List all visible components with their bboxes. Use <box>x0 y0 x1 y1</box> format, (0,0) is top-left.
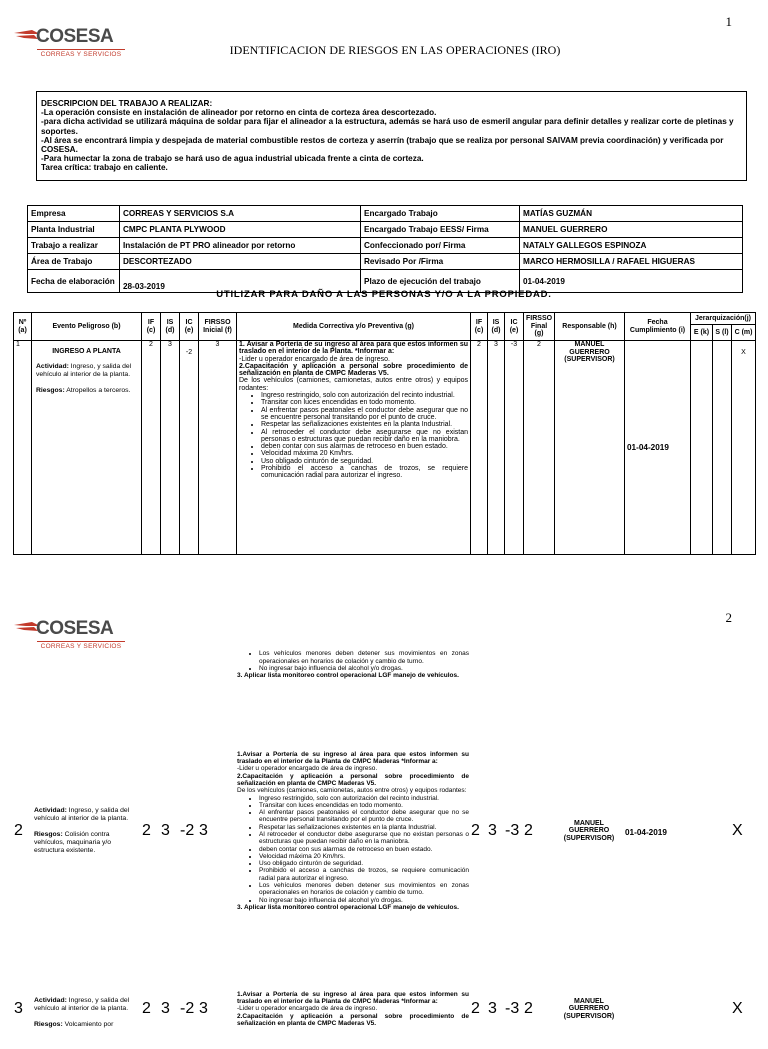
fecha-elaboracion-label: Fecha de elaboración <box>28 270 120 293</box>
actividad-text <box>34 997 140 1013</box>
logo-tagline: CORREAS Y SERVICIOS <box>37 49 125 58</box>
work-description <box>36 91 747 181</box>
responsable-cell <box>554 969 624 1049</box>
ic-final-value: -3 <box>505 341 524 555</box>
list-item: • Al retroceder el conductor debe asegurarse que no existan personas o estructuras que puedan recibir daño en la maniobra. <box>259 831 469 846</box>
riesgos-label: Riesgos: <box>36 387 65 394</box>
is-final-value: 3 <box>488 341 505 555</box>
responsable-cont <box>554 637 624 693</box>
fecha-cell <box>624 693 690 969</box>
riesgos-label: Riesgos: <box>34 831 63 838</box>
medida-list <box>239 392 468 480</box>
list-item: • No ingresar bajo influencia del alcohol y/o drogas. <box>259 665 469 672</box>
list-item: • Al enfrentar pasos peatonales el conductor debe asegurar que no se encuentre personal transitando por el punto de cruce. <box>259 809 469 824</box>
evento-title: INGRESO A PLANTA <box>52 348 121 355</box>
page-number: 1 <box>725 14 732 29</box>
is-cont <box>160 637 179 693</box>
document-title: IDENTIFICACION DE RIESGOS EN LAS OPERACIONES (IRO) <box>229 43 561 57</box>
list-item: • Transitar con luces encendidas en todo momento. <box>259 802 469 809</box>
description-line: DESCRIPCION DEL TRABAJO A REALIZAR: <box>41 99 213 108</box>
firsso-final-cont <box>523 637 554 693</box>
riesgos-value: Volcamiento por <box>62 1021 114 1028</box>
s-value <box>713 341 732 555</box>
empresa-label: Empresa <box>28 206 120 222</box>
s-value <box>712 693 731 969</box>
list-item: • deben contar con sus alarmas de retroceso en buen estado. <box>261 443 468 450</box>
actividad-label: Actividad: <box>34 997 67 1004</box>
c-value: X <box>732 341 756 555</box>
medida-monitoreo: 3. Aplicar lista monitoreo control operacional LGF manejo de vehículos. <box>237 672 459 680</box>
encargado-label: Encargado Trabajo <box>361 206 520 222</box>
list-item: • Ingreso restringido, solo con autorización del recinto industrial. <box>261 392 468 399</box>
medida-cell <box>237 341 471 555</box>
area-value: DESCORTEZADO <box>120 254 361 270</box>
medida-lider: -Lider u operador encargado de área de ingreso. <box>239 355 390 363</box>
responsable-value: MANUEL GUERRERO (SUPERVISOR) <box>563 997 615 1020</box>
c-value: X <box>732 1000 743 1017</box>
medida-vehiculos: De los vehículos (camiones, camionetas, autos entre otros) y equipos rodantes: <box>237 787 467 795</box>
responsable-value: MANUEL GUERRERO (SUPERVISOR) <box>564 341 615 364</box>
list-item: • Velocidad máxima 20 Km/hrs. <box>259 853 469 860</box>
medida-vehiculos: De los vehículos (camiones, camionetas, autos entre otros) y equipos rodantes: <box>239 377 468 392</box>
row-number: 3 <box>14 1000 23 1017</box>
risk-table <box>13 312 756 555</box>
if-cont <box>141 637 160 693</box>
if-value: 2 <box>142 341 161 555</box>
fecha-value: 01-04-2019 <box>627 443 669 452</box>
evento-cell <box>32 341 142 555</box>
cosesa-logo <box>14 620 126 654</box>
col-ic-final: IC (e) <box>505 313 524 341</box>
logo-name: COSESA <box>36 618 114 639</box>
col-if: IF (c) <box>142 313 161 341</box>
medida-avisar: 1. Avisar a Portería de su ingreso al área para que estos informen su traslado en el interior de la Planta. *Informar a: <box>239 341 468 356</box>
riesgos-text <box>36 387 139 395</box>
responsable-cell <box>554 693 624 969</box>
firsso-final-value: 2 <box>524 1000 533 1017</box>
medida-cell <box>236 969 470 1049</box>
is-value: 3 <box>161 1000 170 1017</box>
medida-list <box>237 650 469 672</box>
c-cont <box>731 637 755 693</box>
work-info-table <box>27 205 743 293</box>
list-item: • Transitar con luces encendidas en todo momento. <box>261 399 468 406</box>
ic-cont <box>179 637 198 693</box>
responsable-cell <box>555 341 625 555</box>
row-number: 1 <box>14 341 32 555</box>
is-value: 3 <box>161 341 180 555</box>
if-final-value: 2 <box>471 341 488 555</box>
list-item: • Velocidad máxima 20 Km/hrs. <box>261 450 468 457</box>
if-final-value: 2 <box>471 822 480 839</box>
actividad-label: Actividad: <box>34 807 67 814</box>
col-s: S (l) <box>713 325 732 341</box>
actividad-text <box>34 807 140 823</box>
revisado-label: Revisado Por /Firma <box>361 254 520 270</box>
col-firsso-inicial: FIRSSO Inicial (f) <box>199 313 237 341</box>
description-line: -La operación consiste en instalación de alineador por retorno en cinta de corteza área descortezado. <box>41 108 437 118</box>
ic-value: -2 <box>180 341 199 555</box>
description-line: -Al área se encontrará limpia y despejada de material combustible restos de corteza y aserrín (trabajo que se realiza por personal SAIVAM previa coordinación) y verificada por COSESA. <box>41 135 724 155</box>
logo-tagline: CORREAS Y SERVICIOS <box>37 641 125 650</box>
planta-value: CMPC PLANTA PLYWOOD <box>120 222 361 238</box>
is-final-cont <box>487 637 504 693</box>
list-item: • Uso obligado cinturón de seguridad. <box>259 860 469 867</box>
list-item: • Prohibido el acceso a canchas de trozos, se requiere comunicación radial para autorizar el ingreso. <box>259 867 469 882</box>
empresa-value: CORREAS Y SERVICIOS S.A <box>120 206 361 222</box>
riesgos-value: Colisión contra vehículos, maquinaria y/o estructura existente. <box>34 831 112 854</box>
col-if-final: IF (c) <box>471 313 488 341</box>
plazo-label: Plazo de ejecución del trabajo <box>361 270 520 293</box>
area-label: Área de Trabajo <box>28 254 120 270</box>
riesgos-label: Riesgos: <box>34 1021 63 1028</box>
page-2 <box>0 590 768 1028</box>
usage-warning: UTILIZAR PARA DAÑO A LAS PERSONAS Y/O A LA PROPIEDAD. <box>216 289 552 300</box>
eess-value: MANUEL GUERRERO <box>520 222 743 238</box>
e-value <box>691 341 713 555</box>
planta-label: Planta Industrial <box>28 222 120 238</box>
table-row <box>13 693 755 969</box>
actividad-value: Ingreso, y salida del vehículo al interior de la planta. <box>34 997 130 1012</box>
list-item: • Los vehículos menores deben detener sus movimientos en zonas operacionales en horarios de colación y cambio de turno. <box>259 650 469 665</box>
is-value: 3 <box>161 822 170 839</box>
evento-cell <box>31 969 141 1049</box>
s-value <box>712 969 731 1049</box>
col-c: C (m) <box>732 325 756 341</box>
ic-value: -2 <box>180 822 195 839</box>
riesgos-text <box>34 1021 140 1029</box>
col-ic: IC (e) <box>180 313 199 341</box>
row-number: 2 <box>14 822 23 839</box>
fecha-elaboracion-value: 28-03-2019 <box>120 270 361 293</box>
list-item: • Uso obligado cinturón de seguridad. <box>261 458 468 465</box>
list-item: • Respetar las señalizaciones existentes en la planta Industrial. <box>261 421 468 428</box>
col-is-final: IS (d) <box>488 313 505 341</box>
firsso-inicial-value: 3 <box>199 822 208 839</box>
table-row <box>14 341 756 555</box>
riesgos-value: Atropellos a terceros. <box>64 387 131 394</box>
cosesa-logo <box>14 28 126 62</box>
col-e: E (k) <box>691 325 713 341</box>
firsso-inicial-value: 3 <box>199 1000 208 1017</box>
actividad-value: Ingreso, y salida del vehículo al interior de la planta. <box>34 807 130 822</box>
fecha-cell <box>625 341 691 555</box>
medida-avisar: 1.Avisar a Portería de su ingreso al área para que estos informen su traslado en el interior de la Planta de CMPC Maderas *Informar a: <box>237 750 469 766</box>
firsso-final-value: 2 <box>524 341 555 555</box>
fecha-cell <box>624 969 690 1049</box>
list-item: • Respetar las señalizaciones existentes en la planta Industrial. <box>259 824 469 831</box>
medida-cell <box>236 637 470 693</box>
responsable-value: MANUEL GUERRERO (SUPERVISOR) <box>563 819 615 842</box>
actividad-text <box>36 363 139 379</box>
riesgos-text <box>34 831 140 855</box>
list-item: • deben contar con sus alarmas de retroceso en buen estado. <box>259 846 469 853</box>
ic-final-cont <box>504 637 523 693</box>
col-fecha: Fecha Cumplimiento (i) <box>625 313 691 341</box>
ic-final-value: -3 <box>505 1000 520 1017</box>
ic-value: -2 <box>180 1000 195 1017</box>
is-final-value: 3 <box>488 1000 497 1017</box>
description-line: -para dicha actividad se utilizará máquina de soldar para fijar el alineador a la estructura, además se hará uso de esmeril angular para definir detalles y realizar corte de pletinas y soportes. <box>41 117 734 136</box>
col-responsable: Responsable (h) <box>555 313 625 341</box>
medida-monitoreo: 3. Aplicar lista monitoreo control operacional LGF manejo de vehículos. <box>237 903 459 911</box>
medida-capacitacion: 2.Capacitación y aplicación a personal sobre procedimiento de señalización en planta de CMPC Maderas V5. <box>239 362 468 378</box>
confeccionado-label: Confeccionado por/ Firma <box>361 238 520 254</box>
if-final-value: 2 <box>471 1000 480 1017</box>
list-item: • Los vehículos menores deben detener sus movimientos en zonas operacionales en horarios de colación y cambio de turno. <box>259 882 469 897</box>
e-cont <box>690 637 712 693</box>
list-item: • Ingreso restringido, solo con autorización del recinto industrial. <box>259 795 469 802</box>
ic-final-value: -3 <box>505 822 520 839</box>
firsso-inicial-cont <box>198 637 236 693</box>
firsso-inicial-value: 3 <box>199 341 237 555</box>
table-row <box>13 969 755 1049</box>
trabajo-value: Instalación de PT PRO alineador por retorno <box>120 238 361 254</box>
firsso-final-value: 2 <box>524 822 533 839</box>
medida-avisar: 1.Avisar a Portería de su ingreso al área para que estos informen su traslado en el interior de la Planta de CMPC Maderas *Informar a: <box>237 990 469 1006</box>
logo-name: COSESA <box>36 26 114 47</box>
fecha-cont <box>624 637 690 693</box>
revisado-value: MARCO HERMOSILLA / RAFAEL HIGUERAS <box>520 254 743 270</box>
risk-table-continued <box>13 637 755 1049</box>
col-medida: Medida Correctiva y/o Preventiva (g) <box>237 313 471 341</box>
list-item: • Al enfrentar pasos peatonales el conductor debe asegurar que no se encuentre personal transitando por el punto de cruce. <box>261 407 468 422</box>
e-value <box>690 969 712 1049</box>
if-value: 2 <box>142 1000 151 1017</box>
list-item: • No ingresar bajo influencia del alcohol y/o drogas. <box>259 897 469 904</box>
list-item: • Prohibido el acceso a canchas de trozos, se requiere comunicación radial para autorizar el ingreso. <box>261 465 468 480</box>
confeccionado-value: NATALY GALLEGOS ESPINOZA <box>520 238 743 254</box>
actividad-value: Ingreso, y salida del vehículo al interior de la planta. <box>36 363 132 378</box>
c-value: X <box>732 822 743 839</box>
medida-list <box>237 795 469 904</box>
trabajo-label: Trabajo a realizar <box>28 238 120 254</box>
if-final-cont <box>470 637 487 693</box>
if-value: 2 <box>142 822 151 839</box>
encargado-value: MATÍAS GUZMÁN <box>520 206 743 222</box>
list-item: • Al retroceder el conductor debe asegurarse que no existan personas o estructuras que puedan recibir daño en la maniobra. <box>261 429 468 444</box>
eess-label: Encargado Trabajo EESS/ Firma <box>361 222 520 238</box>
evento-cell <box>31 693 141 969</box>
description-line: -Para humectar la zona de trabajo se hará uso de agua industrial ubicada frente a cinta de corteza. <box>41 154 424 164</box>
is-final-value: 3 <box>488 822 497 839</box>
medida-capacitacion: 2.Capacitación y aplicación a personal sobre procedimiento de señalización en planta de CMPC Maderas V5. <box>237 772 469 787</box>
col-is: IS (d) <box>161 313 180 341</box>
description-line: Tarea crítica: trabajo en caliente. <box>41 163 168 173</box>
actividad-label: Actividad: <box>36 363 69 370</box>
col-evento: Evento Peligroso (b) <box>32 313 142 341</box>
fecha-value: 01-04-2019 <box>625 828 667 837</box>
page-number: 2 <box>725 610 732 625</box>
medida-lider: -Lider u operador encargado de área de ingreso. <box>237 765 378 773</box>
s-cont <box>712 637 731 693</box>
col-no: Nº (a) <box>14 313 32 341</box>
medida-lider: -Lider u operador encargado de área de ingreso. <box>237 1005 378 1013</box>
col-jerarquizacion: Jerarquización(j) <box>691 313 756 325</box>
plazo-value: 01-04-2019 <box>520 270 743 293</box>
medida-capacitacion: 2.Capacitación y aplicación a personal sobre procedimiento de señalización en planta de CMPC Maderas V5. <box>237 1012 469 1027</box>
medida-cell <box>236 693 470 969</box>
col-firsso-final: FIRSSO Final (g) <box>524 313 555 341</box>
page-separator <box>0 575 768 590</box>
e-value <box>690 693 712 969</box>
